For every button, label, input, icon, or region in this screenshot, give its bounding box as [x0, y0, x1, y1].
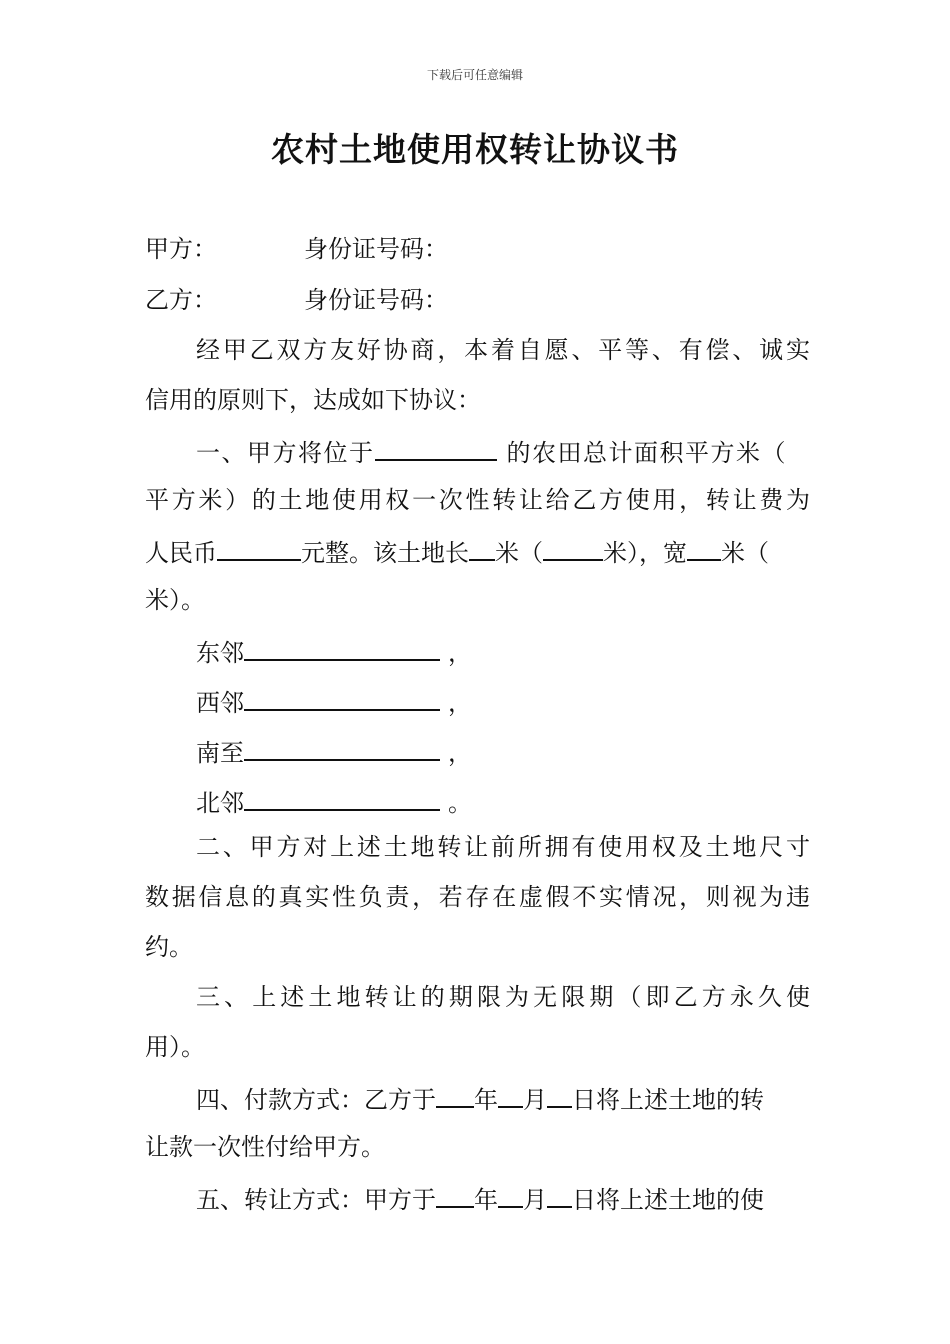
day-blank [547, 1080, 572, 1108]
party-b-label: 乙方： [145, 286, 217, 314]
clause1-line-3 [145, 533, 810, 570]
boundary-end: 。 [448, 789, 472, 817]
boundary-east [196, 633, 810, 670]
clause1-text-c2: 元整。该土地长 [301, 539, 469, 567]
month-blank [498, 1080, 523, 1108]
boundary-north [196, 783, 810, 820]
clause5-text-p1: 五、转让方式：甲方于 [196, 1186, 436, 1214]
clause1-text-c1: 人民币 [145, 539, 217, 567]
document-title: 农村土地使用权转让协议书 [271, 130, 679, 169]
location-blank [375, 433, 497, 461]
clause4-line-2: 让款一次性付给甲方。 [145, 1133, 385, 1161]
clause4-year: 年 [474, 1086, 498, 1114]
clause1-line-1 [196, 433, 810, 470]
boundary-end: ， [448, 689, 472, 717]
boundary-west [196, 683, 810, 720]
boundary-label: 南至 [196, 739, 244, 767]
year-blank [436, 1180, 474, 1208]
boundary-south [196, 733, 810, 770]
clause2-line-1: 二、甲方对上述土地转让前所拥有使用权及土地尺寸 [196, 833, 810, 861]
boundary-blank [244, 783, 440, 811]
clause2-line-3: 约。 [145, 933, 193, 961]
width-blank [687, 533, 721, 561]
clause1-text-c5: 米（ [721, 539, 769, 567]
boundary-blank [244, 733, 440, 761]
boundary-blank [244, 633, 440, 661]
month-blank [498, 1180, 523, 1208]
clause3-line-2: 用）。 [145, 1033, 205, 1061]
length-blank [469, 533, 495, 561]
clause1-text-a1: 一、甲方将位于 [196, 439, 375, 467]
boundary-label: 东邻 [196, 639, 244, 667]
clause5-text-p2: 日将上述土地的使 [572, 1186, 764, 1214]
clause5-year: 年 [474, 1186, 498, 1214]
party-a-id-label: 身份证号码： [304, 235, 448, 263]
boundary-label: 西邻 [196, 689, 244, 717]
clause3-line-1: 三、上述土地转让的期限为无限期（即乙方永久使 [196, 983, 810, 1011]
length-alt-blank [543, 533, 603, 561]
clause4-text-p2: 日将上述土地的转 [572, 1086, 764, 1114]
header-note: 下载后可任意编辑 [426, 68, 523, 82]
boundary-blank [244, 683, 440, 711]
clause4-text-p1: 四、付款方式：乙方于 [196, 1086, 436, 1114]
boundary-end: ， [448, 639, 472, 667]
clause4-month: 月 [523, 1086, 547, 1114]
clause1-line-4: 米）。 [145, 586, 205, 614]
clause5-month: 月 [523, 1186, 547, 1214]
clause1-line-2: 平方米）的土地使用权一次性转让给乙方使用，转让费为 [145, 486, 810, 514]
clause1-text-c4: 米），宽 [603, 539, 687, 567]
intro-line-2: 信用的原则下，达成如下协议： [145, 386, 481, 414]
clause5-line-1 [196, 1180, 810, 1217]
party-b-line [145, 283, 810, 317]
boundary-label: 北邻 [196, 789, 244, 817]
intro-line-1: 经甲乙双方友好协商，本着自愿、平等、有偿、诚实 [196, 336, 810, 364]
clause1-text-a2: 的农田总计面积平方米（ [506, 439, 787, 467]
party-b-id-label: 身份证号码： [304, 286, 448, 314]
clause1-text-c3: 米（ [495, 539, 543, 567]
year-blank [436, 1080, 474, 1108]
clause2-line-2: 数据信息的真实性负责，若存在虚假不实情况，则视为违 [145, 883, 810, 911]
boundary-end: ， [448, 739, 472, 767]
clause4-line-1 [196, 1080, 810, 1117]
price-blank [217, 533, 301, 561]
day-blank [547, 1180, 572, 1208]
party-a-line [145, 232, 810, 266]
party-a-label: 甲方： [145, 235, 217, 263]
